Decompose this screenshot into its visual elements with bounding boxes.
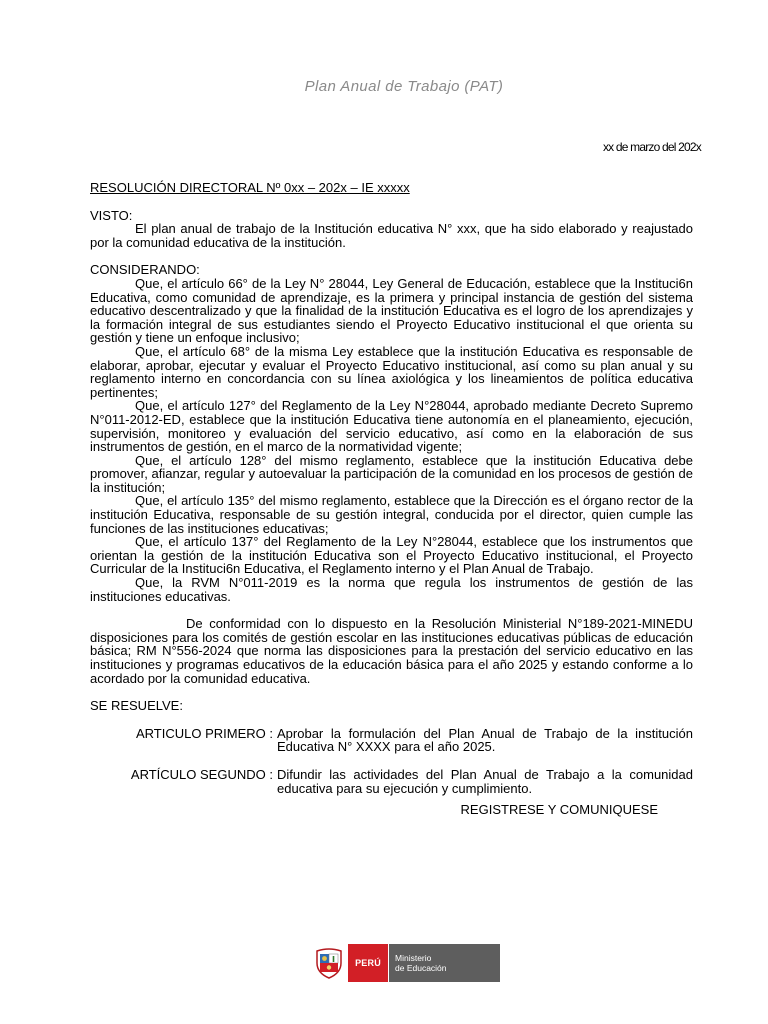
conformidad-paragraph: De conformidad con lo dispuesto en la Resolución Ministerial N°189-2021-MINEDU disposiciones para los comités de gestión escolar en las instituciones educativas públicas de educación básica; RM N°556-2024 que norma las disposiciones para la prestación del servicio educativo en las instituciones y programas educativos de la educación básica para el año 2025 y estando conforme a lo acordado por la comunidad educativa.: [90, 616, 693, 686]
ministry-line-1: Ministerio: [395, 953, 432, 963]
considerando-paragraph: Que, el artículo 66° de la Ley N° 28044, Ley General de Educación, establece que la Instituci6n Educativa, como comunidad de aprendizaje, es la primera y principal instancia de gestión del sistema educativo descentralizado y que la finalidad de la institución Educativa es el logro de los aprendizajes y la formación integral de sus estudiantes siendo el Proyecto Educativo institucional el que orienta su gestión y tiene un enfoque inclusivo;: [90, 275, 693, 346]
article-label: ARTICULO PRIMERO: [135, 725, 266, 741]
considerando-paragraph: Que, el artículo 137° del Reglamento de la Ley N°28044, establece que los instrumentos que orientan la gestión de la institución Educativa son el Proyecto Educativo institucional, el Proyecto Curricular de la Instituci6n Educativa, el Reglamento interno y el Plan Anual de Trabajo.: [90, 534, 693, 577]
considerando-paragraph: Que, el artículo 127° del Reglamento de la Ley N°28044, aprobado mediante Decreto Supremo N°011-2012-ED, establece que la institución Educativa tiene autonomía en el planeamiento, ejecución, supervisión, monitoreo y evaluación del servicio educativo, así como en la elaboración de sus instrumentos de gestión, en el marco de la normatividad vigente;: [90, 398, 693, 455]
ministry-logo: [310, 944, 500, 982]
document-date: xx de marzo del 202x: [602, 140, 701, 154]
considerando-heading: CONSIDERANDO:: [90, 262, 200, 278]
article-segundo: [90, 768, 693, 795]
considerando-paragraph: Que, el artículo 135° del mismo reglamento, establece que la Dirección es el órgano rector de la institución Educativa, responsable de su gestión integral, conducida por el director, quien cumple las funciones de las instituciones educativas;: [90, 493, 693, 536]
ministry-name: [388, 944, 500, 982]
se-resuelve-heading: SE RESUELVE:: [90, 698, 183, 714]
considerando-paragraph: Que, el artículo 128° del mismo reglamento, establece que la institución Educativa debe promover, afianzar, regular y autoevaluar la participación de la comunidad en los procesos de gestión de la institución;: [90, 452, 693, 495]
considerando-paragraph: Que, la RVM N°011-2019 es la norma que regula los instrumentos de gestión de las instituciones educativas.: [90, 575, 693, 604]
document-header-title: Plan Anual de Trabajo (PAT): [304, 78, 504, 95]
peru-label: PERÚ: [348, 944, 388, 982]
document-body: [90, 181, 693, 817]
article-text: Aprobar la formulación del Plan Anual de Trabajo de la institución Educativa N° XXXX para el año 2025.: [277, 725, 693, 755]
visto-text: El plan anual de trabajo de la Institución educativa N° xxx, que ha sido elaborado y reajustado por la comunidad educativa de la institución.: [90, 221, 693, 250]
article-colon: :: [269, 766, 273, 782]
coat-of-arms-icon: [310, 944, 348, 982]
ministry-line-2: de Educación: [395, 963, 447, 973]
visto-heading: VISTO:: [90, 207, 133, 223]
article-text: Difundir las actividades del Plan Anual de Trabajo a la comunidad educativa para su ejecución y cumplimiento.: [277, 766, 693, 796]
closing-text: REGISTRESE Y COMUNIQUESE: [460, 802, 658, 818]
resolution-title: RESOLUCIÓN DIRECTORAL Nº 0xx – 202x – IE xxxxx: [90, 180, 410, 195]
considerando-paragraph: Que, el artículo 68° de la misma Ley establece que la institución Educativa es responsable de elaborar, aprobar, ejecutar y evaluar el Proyecto Educativo institucional, así como su plan anual y su reglamento interno en concordancia con su línea axiológica y los lineamientos de política educativa pertinentes;: [90, 343, 693, 400]
article-primero: [90, 727, 693, 754]
article-label: ARTÍCULO SEGUNDO: [130, 766, 266, 782]
article-colon: :: [269, 725, 273, 741]
